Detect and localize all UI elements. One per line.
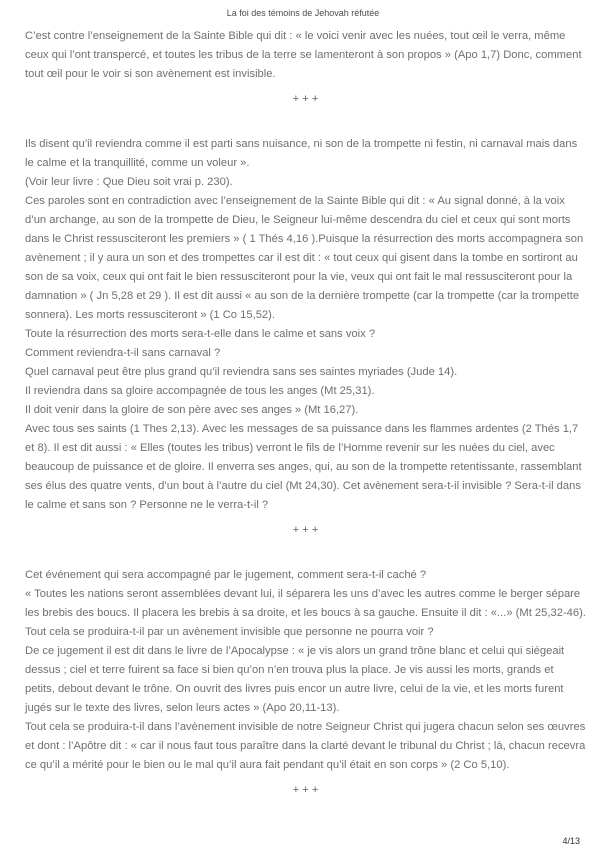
section-separator: + + + xyxy=(292,784,319,796)
page-number: 4/13 xyxy=(562,836,580,846)
section-separator: + + + xyxy=(292,93,319,105)
paragraph: Cet événement qui sera accompagné par le jugement, comment sera-t-il caché ? xyxy=(25,569,427,581)
document-content xyxy=(25,27,586,826)
paragraph: Quel carnaval peut être plus grand qu’il reviendra sans ses saintes myriades (Jude 14). xyxy=(25,366,458,378)
document-header-title: La foi des témoins de Jehovah réfutée xyxy=(226,8,380,18)
paragraph: Comment reviendra-t-il sans carnaval ? xyxy=(25,347,221,359)
paragraph: Avec tous ses saints (1 Thes 2,13). Avec les messages de sa puissance dans les flammes ardentes (2 Thés 1,7 et 8). Il est dit aussi : « Elles (toutes les tribus) verront le fils de l’Homme revenir sur les nuées du ciel, avec beaucoup de puissance et de gloire. Il enverra ses anges, qui, au son de la trompette retentissante, rassemblant ses élus des quatre vents, d’un bout à l’autre du ciel (Mt 24,30). Cet avènement sera-t-il invisible ? Sera-t-il dans le calme et sans son ? Personne ne le verra-t-il ? xyxy=(25,423,582,511)
paragraph: Tout cela se produira-t-il dans l’avènement invisible de notre Seigneur Christ qui jugera chacun selon ses œuvres et dont : l’Apôtre dit : « car il nous faut tous paraître dans la clarté devant le tribunal du Christ ; là, chacun recevra ce qu’il a mérité pour le bien ou le mal qu’il aura fait pendant qu’il était en son corps » (2 Co 5,10). xyxy=(25,721,586,771)
paragraph: « Toutes les nations seront assemblées devant lui, il séparera les uns d’avec les autres comme le berger sépare les brebis des boucs. Il placera les brebis à sa droite, et les boucs à sa gauche. Ensuite il dit : «...» (Mt 25,32-46). xyxy=(25,588,586,619)
section-separator: + + + xyxy=(292,524,319,536)
paragraph: De ce jugement il est dit dans le livre de l’Apocalypse : « je vis alors un grand trône blanc et celui qui siégeait dessus ; ciel et terre fuirent sa face si bien qu’on n’en trouva plus la place. Je vis aussi les morts, grands et petits, debout devant le trône. On ouvrit des livres puis encor un autre livre, celui de la vie, et les morts furent jugés sur le texte des livres, selon leurs actes » (Apo 20,11-13). xyxy=(25,645,565,714)
paragraph: C’est contre l’enseignement de la Sainte Bible qui dit : « le voici venir avec les nuées, tout œil le verra, même ceux qui l’ont transpercé, et toutes les tribus de la terre se lamenteront à son propos » (Apo 1,7) Donc, comment tout œil pour le voir si son avènement est invisible. xyxy=(25,30,582,80)
paragraph: Toute la résurrection des morts sera-t-elle dans le calme et sans voix ? xyxy=(25,328,376,340)
paragraph: Il reviendra dans sa gloire accompagnée de tous les anges (Mt 25,31). xyxy=(25,385,375,397)
paragraph: Ces paroles sont en contradiction avec l’enseignement de la Sainte Bible qui dit : « Au signal donné, à la voix d’un archange, au son de la trompette de Dieu, le Seigneur lui-même descendra du ciel et ceux qui sont morts dans le Christ ressusciteront les premiers » ( 1 Thés 4,16 ).Puisque la résurrection des morts accompagnera son avènement ; il y aura un son et des trompettes car il est dit : « tout ceux qui gisent dans la tombe en sortiront au son de sa voix, ceux qui ont fait le bien ressusciteront pour la vie, veux qui ont fait le mal ressusciteront pour la damnation » ( Jn 5,28 et 29 ). Il est dit aussi « au son de la dernière trompette (car la trompette (car la trompette sonnera). Les morts ressusciteront » (1 Co 15,52). xyxy=(25,195,584,321)
paragraph: (Voir leur livre : Que Dieu soit vrai p. 230). xyxy=(25,176,233,188)
paragraph: Tout cela se produira-t-il par un avènement invisible que personne ne pourra voir ? xyxy=(25,626,434,638)
paragraph: Ils disent qu’il reviendra comme il est parti sans nuisance, ni son de la trompette ni festin, ni carnaval mais dans le calme et la tranquillité, comme un voleur ». xyxy=(25,138,578,169)
paragraph: Il doit venir dans la gloire de son père avec ses anges » (Mt 16,27). xyxy=(25,404,359,416)
